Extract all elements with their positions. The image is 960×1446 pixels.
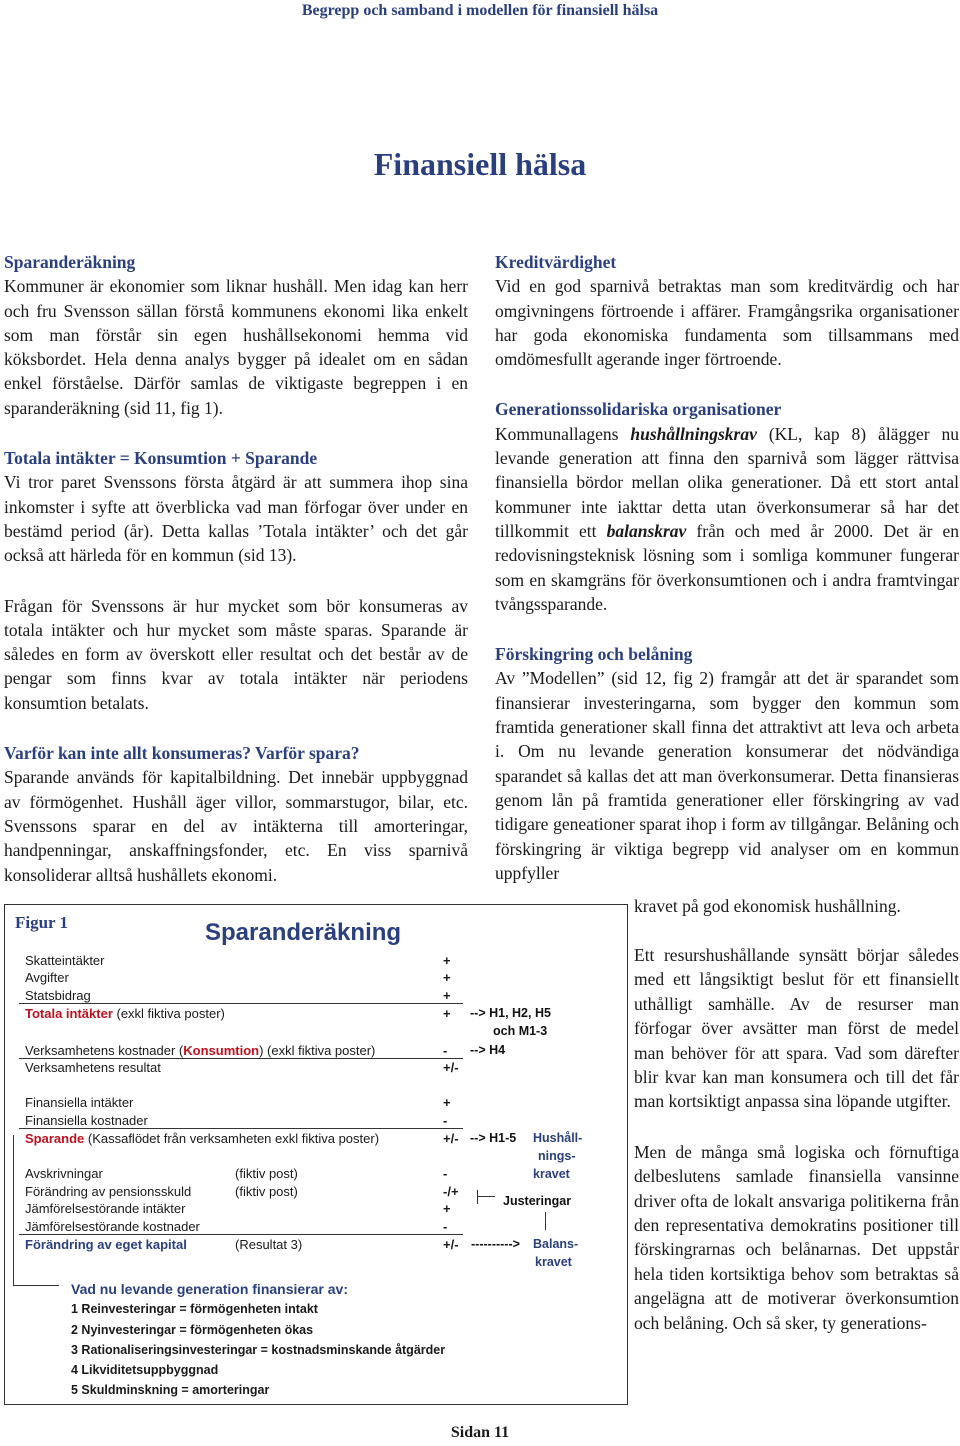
sign: + bbox=[443, 1095, 451, 1110]
row-totala-intakter bbox=[25, 1006, 225, 1022]
section-body: Ett resurshushållande synsätt börjar således med ett långsiktigt beslut för ett finansiellt uthålligt samhälle. Av de resurser man förfogar över avsätter man först de medel man behöver för att spara. Vad som därefter blir kvar kan man konsumera och till det får man kortsiktigt anpassa sina löpande utgifter. bbox=[634, 945, 959, 1112]
section-body-c: från och med år 2000. Det är en redovisningsteknisk lösning som i somliga kommuner fungerar som en skamgräns för överkonsumtionen och i andra framtvingar tvångssparande. bbox=[495, 520, 960, 614]
figure-list-item: 3 Rationaliseringsinvesteringar = kostnadsminskande åtgärder bbox=[71, 1343, 446, 1357]
row-note: (Kassaflödet från verksamheten exkl fiktiva poster) bbox=[84, 1131, 380, 1146]
section-body: Vid en god sparnivå betraktas man som kreditvärdig och har omgivningens förtroende i affärer. Framgångsrika organisationer har goda ekonomiska fundamenta som tillsammans med omdömesfullt agerande inger förtroende. bbox=[495, 276, 959, 370]
row-text-c: ) (exkl fiktiva poster) bbox=[259, 1043, 376, 1058]
figure-sparanderakning bbox=[4, 904, 628, 1405]
section-heading: Sparanderäkning bbox=[4, 252, 136, 272]
section-heading: Kreditvärdighet bbox=[495, 252, 617, 272]
underline bbox=[19, 1234, 463, 1235]
sign: + bbox=[443, 953, 451, 968]
section-kreditvardighet bbox=[495, 250, 959, 371]
row-verksamhetens-kostnader bbox=[25, 1043, 375, 1059]
sign: + bbox=[443, 970, 451, 985]
section-forskingring bbox=[495, 642, 959, 885]
underline bbox=[19, 1128, 463, 1129]
figure-question: Vad nu levande generation finansierar av: bbox=[71, 1281, 348, 1297]
sign: + bbox=[443, 1006, 451, 1021]
horizontal-connector bbox=[13, 1285, 59, 1286]
figure-label: Figur 1 bbox=[15, 913, 69, 932]
sign: + bbox=[443, 1201, 451, 1216]
page-title: Finansiell hälsa bbox=[373, 146, 587, 182]
row-statsbidrag: Statsbidrag bbox=[25, 988, 91, 1003]
section-men-de-manga bbox=[634, 1140, 959, 1335]
arrow-balanskravet: ----------> bbox=[471, 1237, 520, 1251]
row-jamforelsestorande-kostnader: Jämförelsestörande kostnader bbox=[25, 1219, 200, 1234]
section-tail: kravet på god ekonomisk hushållning. bbox=[634, 896, 901, 916]
sign: - bbox=[443, 1219, 448, 1234]
row-text-a: Verksamhetens kostnader ( bbox=[25, 1043, 184, 1058]
ref-h1-h2-h5: --> H1, H2, H5 bbox=[470, 1006, 551, 1020]
section-heading: Varför kan inte allt konsumeras? Varför spara? bbox=[4, 743, 360, 764]
ref-h1-5: --> H1-5 bbox=[470, 1131, 517, 1145]
row-finansiella-intakter: Finansiella intäkter bbox=[25, 1095, 134, 1110]
row-avgifter: Avgifter bbox=[25, 970, 69, 985]
section-body-a: Kommunallagens bbox=[495, 423, 631, 444]
label-justeringar: Justeringar bbox=[503, 1194, 572, 1208]
section-heading: Totala intäkter = Konsumtion + Sparande bbox=[4, 448, 318, 469]
section-body: Av ”Modellen” (sid 12, fig 2) framgår att det är sparandet som finansierar investeringarna, som bygger den kommun som framtida generationer skall finna det attraktivt att leva och arbeta i. Om nu levande generation konsumerar det nödvändiga sparandet så kallas det att man överkonsumerar. Detta finansieras genom lån på framtida generationer eller förskingring av vad tidigare geneationer sparat ihop i form av tillgångar. Belåning och förskingring är viktiga begrepp vid analyser om en kommun uppfyller bbox=[495, 668, 959, 883]
row-fiktiv-post: (fiktiv post) bbox=[235, 1184, 298, 1199]
row-forandring-eget-kapital: Förändring av eget kapital bbox=[25, 1237, 187, 1252]
section-body: Vi tror paret Svenssons första åtgärd är att summera ihop sina inkomster i syfte att överblicka vad man förfogar över under en bestämd period (år). Detta kallas ’Totala intäkter’ och det går också att härleda för en kommun (sid 13). bbox=[4, 472, 468, 566]
section-heading: Generationssolidariska organisationer bbox=[495, 399, 782, 420]
underline bbox=[19, 1058, 463, 1059]
sign: + bbox=[443, 988, 451, 1003]
row-verksamhetens-resultat: Verksamhetens resultat bbox=[25, 1060, 161, 1075]
right-column bbox=[495, 250, 959, 885]
emphasis-balanskrav: balanskrav bbox=[606, 520, 687, 541]
sign: - bbox=[443, 1043, 448, 1058]
figure-title: Sparanderäkning bbox=[205, 919, 402, 946]
row-skatteintakter: Skatteintäkter bbox=[25, 953, 105, 968]
sign: - bbox=[443, 1166, 448, 1181]
row-sparande bbox=[25, 1131, 379, 1147]
sign: +/- bbox=[443, 1131, 459, 1146]
section-heading: Förskingring och belåning bbox=[495, 644, 693, 665]
figure-list-item: 4 Likviditetsuppbyggnad bbox=[71, 1363, 219, 1377]
right-lower-column bbox=[634, 943, 959, 1335]
row-note: (exkl fiktiva poster) bbox=[112, 1006, 225, 1021]
section-body: Sparande används för kapitalbildning. Det innebär uppbyggnad av förmögenhet. Hushåll äger villor, sommarstugor, bilar, etc. Svenssons sparar en del av intäkterna till amorteringar, handpenningar, anskaffningsfonder, etc. En viss sparnivå konsoliderar alltså hushållets ekonomi. bbox=[4, 767, 468, 885]
section-body-b: (KL, kap 8) ålägger nu levande generation att finna den sparnivå som lägger rättvisa finansiella bördor mellan olika generationer. Då ett stort antal kommuner inte iakttar detta utan överkonsumerar så har det tillkommit ett bbox=[495, 423, 959, 541]
bracket-line bbox=[477, 1190, 478, 1204]
page-number: Sidan 11 bbox=[450, 1424, 510, 1441]
vertical-connector bbox=[13, 1135, 14, 1285]
section-generationssolidariska bbox=[495, 397, 959, 616]
section-sparanderakning bbox=[4, 250, 468, 420]
label-hushallningskravet-3: kravet bbox=[533, 1167, 570, 1181]
row-finansiella-kostnader: Finansiella kostnader bbox=[25, 1113, 148, 1128]
section-totala-intakter bbox=[4, 446, 468, 567]
section-body: Kommuner är ekonomier som liknar hushåll. Men idag kan herr och fru Svensson sällan förstå kommunens ekonomi lika enkelt som man förstår sin egen hushållsekonomi hemma vid köksbordet. Hela denna analys bygger på idealet om en sådan enkel förståelse. Därför samlas de viktigaste begreppen i en sparanderäkning (sid 11, fig 1). bbox=[4, 276, 468, 418]
section-body: Frågan för Svenssons är hur mycket som bör konsumeras av totala intäkter och hur mycket som måste sparas. Sparande är således en form av överskott eller resultat och det består av de pengar som finns kvar av totala intäkter när periodens konsumtion betalats. bbox=[4, 595, 468, 713]
section-varfor-spara bbox=[4, 741, 468, 887]
left-column bbox=[4, 250, 468, 913]
emphasis-hushallningskrav: hushållningskrav bbox=[630, 423, 757, 444]
term-konsumtion: Konsumtion bbox=[183, 1043, 260, 1058]
underline bbox=[19, 1003, 463, 1004]
label-hushallningskravet-2: nings- bbox=[538, 1149, 576, 1163]
label-balanskravet-1: Balans- bbox=[533, 1237, 579, 1251]
term-totala-intakter: Totala intäkter bbox=[25, 1006, 113, 1021]
sign: +/- bbox=[443, 1060, 459, 1075]
sign: -/+ bbox=[443, 1184, 459, 1199]
label-balanskravet-2: kravet bbox=[535, 1255, 572, 1269]
section-body: Men de många små logiska och förnuftiga delbeslutens samlade finansiella vansinne driver ofta de lokalt ansvariga politikerna från den representativa demokratins positioner till förskingrarnas och belånarnas. Det uppstår hela tiden kortsiktiga behov som betraktas så angelägna att de motiverar överkonsumtion och belåning. Och så sker, ty generations- bbox=[634, 1141, 959, 1333]
row-jamforelsestorande-intakter: Jämförelsestörande intäkter bbox=[25, 1201, 186, 1216]
term-sparande: Sparande bbox=[25, 1131, 85, 1146]
bracket-line bbox=[477, 1196, 495, 1197]
figure-list-item: 2 Nyinvesteringar = förmögenheten ökas bbox=[71, 1323, 314, 1337]
row-fiktiv-post: (fiktiv post) bbox=[235, 1166, 298, 1181]
section-fragan bbox=[4, 594, 468, 715]
ref-m1-3: och M1-3 bbox=[493, 1024, 548, 1038]
figure-list-item: 1 Reinvesteringar = förmögenheten intakt bbox=[71, 1302, 318, 1316]
row-pensionsskuld: Förändring av pensionsskuld bbox=[25, 1184, 192, 1199]
sign: - bbox=[443, 1113, 448, 1128]
ref-h4: --> H4 bbox=[470, 1043, 506, 1057]
running-header: Begrepp och samband i modellen för finansiell hälsa bbox=[301, 2, 659, 19]
row-avskrivningar: Avskrivningar bbox=[25, 1166, 103, 1181]
sign: +/- bbox=[443, 1237, 459, 1252]
section-resurshushallande bbox=[634, 943, 959, 1114]
row-resultat-3: (Resultat 3) bbox=[235, 1237, 303, 1252]
bracket-line bbox=[545, 1212, 546, 1230]
figure-list-item: 5 Skuldminskning = amorteringar bbox=[71, 1383, 270, 1397]
label-hushallningskravet-1: Hushåll- bbox=[533, 1131, 583, 1145]
